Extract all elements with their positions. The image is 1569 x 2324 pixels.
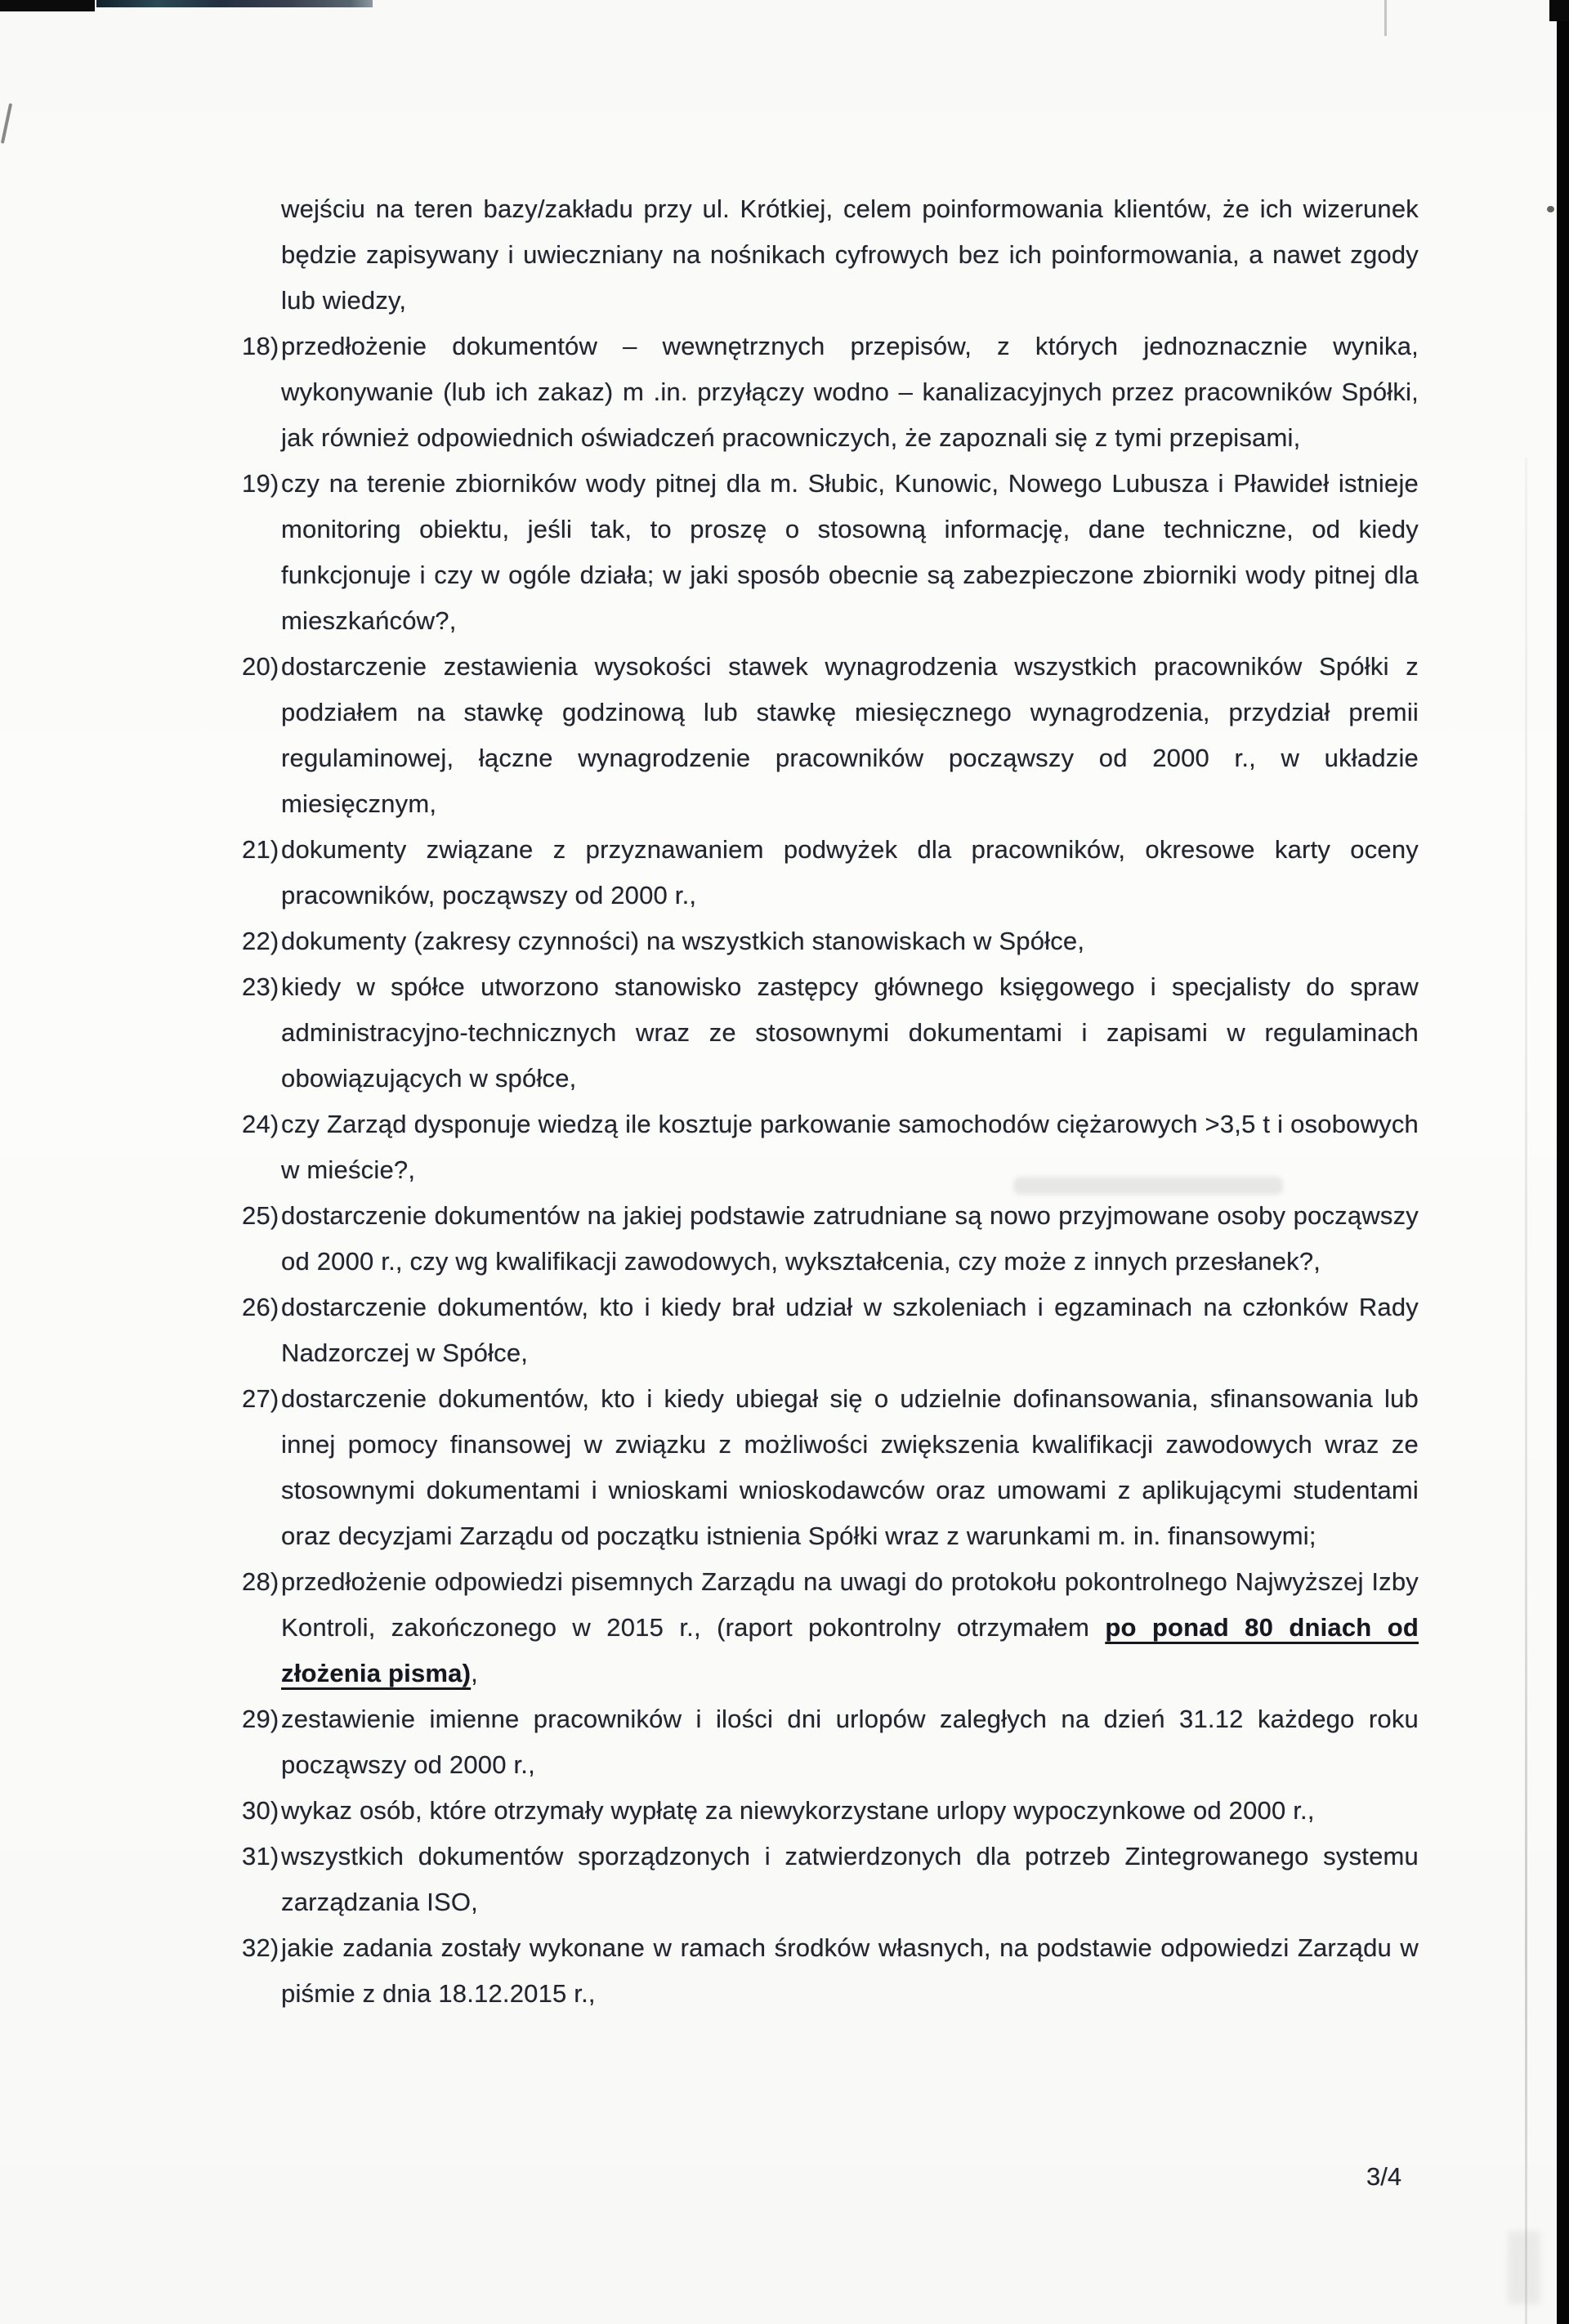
item-number: 23) [242, 972, 279, 1001]
scan-artifact-smudge-bottom [1508, 2231, 1540, 2304]
item-text [281, 1559, 1419, 1696]
list-item [242, 1376, 1419, 1559]
item-number: 31) [242, 1842, 279, 1870]
item-text [281, 1102, 1419, 1193]
item-text-main: przedłożenie dokumentów – wewnętrznych przepisów, z których jednoznacznie wynika, wykonywanie (lub ich zakaz) m .in. przyłączy wodno – kanalizacyjnych przez pracowników Spółki, jak również odpowiednich oświadczeń pracowniczych, że zapoznali się z tymi przepisami, [281, 332, 1419, 452]
item-text-main: zestawienie imienne pracowników i ilości dni urlopów zaległych na dzień 31.12 każdego roku począwszy od 2000 r., [281, 1705, 1419, 1779]
item-text-main: kiedy w spółce utworzono stanowisko zastępcy głównego księgowego i specjalisty do spraw administracyjno-technicznych wraz ze stosownymi dokumentami i zapisami w regulaminach obowiązujących w spółce, [281, 972, 1419, 1093]
item-text-suffix: , [471, 1659, 478, 1687]
item-text-main: wszystkich dokumentów sporządzonych i zatwierdzonych dla potrzeb Zintegrowanego systemu zarządzania ISO, [281, 1842, 1419, 1916]
item-number: 21) [242, 835, 279, 864]
list-item [242, 1834, 1419, 1925]
item-number: 22) [242, 927, 279, 955]
item-text [281, 324, 1419, 461]
list-item [242, 461, 1419, 644]
item-text-main: dostarczenie dokumentów na jakiej podstawie zatrudniane są nowo przyjmowane osoby począwszy od 2000 r., czy wg kwalifikacji zawodowych, wykształcenia, czy może z innych przesłanek?, [281, 1201, 1419, 1276]
item-number: 28) [242, 1567, 279, 1596]
item-text [281, 964, 1419, 1102]
list-item [242, 1559, 1419, 1696]
item-number: 30) [242, 1796, 279, 1825]
item-text-main: dokumenty (zakresy czynności) na wszystkich stanowiskach w Spółce, [281, 927, 1085, 955]
item-number: 19) [242, 469, 279, 498]
list-item [242, 1285, 1419, 1376]
scan-artifact-top-black-bar [0, 0, 95, 11]
scan-artifact-fold-line [1525, 458, 1527, 2324]
item-number: 24) [242, 1110, 279, 1138]
scan-artifact-right-edge-line [1557, 0, 1569, 2324]
item-text-highlight: po ponad 80 dniach od złożenia pisma) [281, 1613, 1419, 1687]
scan-artifact-top-tick [1384, 0, 1387, 36]
item-text [281, 1834, 1419, 1925]
item-number: 29) [242, 1705, 279, 1733]
item-text [281, 1285, 1419, 1376]
item-number: 27) [242, 1384, 279, 1413]
scan-artifact-right-corner-blob [1549, 0, 1569, 21]
item-text-main: wykaz osób, które otrzymały wypłatę za niewykorzystane urlopy wypoczynkowe od 2000 r., [281, 1796, 1315, 1825]
intro-paragraph: wejściu na teren bazy/zakładu przy ul. Krótkiej, celem poinformowania klientów, że ich wizerunek będzie zapisywany i uwieczniany na nośnikach cyfrowych bez ich poinformowania, a nawet zgody lub wiedzy, [281, 194, 1419, 315]
item-text [281, 644, 1419, 827]
scan-artifact-top-navy-bar [96, 0, 373, 7]
list-item [242, 918, 1419, 964]
page-number: 3/4 [1366, 2162, 1402, 2191]
item-number: 26) [242, 1293, 279, 1321]
document-page [242, 186, 1419, 2017]
item-text [281, 827, 1419, 918]
item-text-main: czy Zarząd dysponuje wiedzą ile kosztuje parkowanie samochodów ciężarowych >3,5 t i osobowych w mieście?, [281, 1110, 1419, 1184]
item-text [281, 1925, 1419, 2017]
item-number: 20) [242, 652, 279, 681]
list-item [242, 827, 1419, 918]
item-text-main: dostarczenie zestawienia wysokości stawek wynagrodzenia wszystkich pracowników Spółki z podziałem na stawkę godzinową lub stawkę miesięcznego wynagrodzenia, przydział premii regulaminowej, łączne wynagrodzenie pracowników począwszy od 2000 r., w układzie miesięcznym, [281, 652, 1419, 818]
list-item [242, 324, 1419, 461]
item-text-main: czy na terenie zbiorników wody pitnej dla m. Słubic, Kunowic, Nowego Lubusza i Pławideł istnieje monitoring obiektu, jeśli tak, to proszę o stosowną informację, dane techniczne, od kiedy funkcjonuje i czy w ogóle działa; w jaki sposób obecnie są zabezpieczone zbiorniki wody pitnej dla mieszkańców?, [281, 469, 1419, 635]
item-text-main: jakie zadania zostały wykonane w ramach środków własnych, na podstawie odpowiedzi Zarządu w piśmie z dnia 18.12.2015 r., [281, 1933, 1419, 2008]
scan-artifact-left-pen-mark [1, 103, 12, 144]
scan-artifact-dot [1547, 206, 1554, 212]
item-text-main: dostarczenie dokumentów, kto i kiedy ubiegał się o udzielnie dofinansowania, sfinansowania lub innej pomocy finansowej w związku z możliwości zwiększenia kwalifikacji zawodowych wraz ze stosownymi dokumentami i wnioskami wnioskodawców oraz umowami z aplikującymi studentami oraz decyzjami Zarządu od początku istnienia Spółki wraz z warunkami m. in. finansowymi; [281, 1384, 1419, 1550]
item-text [281, 1788, 1419, 1834]
item-text-main: dokumenty związane z przyznawaniem podwyżek dla pracowników, okresowe karty oceny pracowników, począwszy od 2000 r., [281, 835, 1419, 909]
item-number: 25) [242, 1201, 279, 1230]
item-text-main: dostarczenie dokumentów, kto i kiedy brał udział w szkoleniach i egzaminach na członków Rady Nadzorczej w Spółce, [281, 1293, 1419, 1367]
item-number: 32) [242, 1933, 279, 1962]
item-text-main: przedłożenie odpowiedzi pisemnych Zarządu na uwagi do protokołu pokontrolnego Najwyższej Izby Kontroli, zakończonego w 2015 r., (raport pokontrolny otrzymałem [281, 1567, 1419, 1642]
list-item [242, 964, 1419, 1102]
item-text [281, 461, 1419, 644]
list-item [242, 1788, 1419, 1834]
list-item [242, 644, 1419, 827]
list-item [242, 1925, 1419, 2017]
list-item [242, 1696, 1419, 1788]
list-item [242, 1102, 1419, 1193]
item-text [281, 918, 1419, 964]
item-text [281, 1193, 1419, 1285]
item-text [281, 1696, 1419, 1788]
list-item [242, 1193, 1419, 1285]
item-number: 18) [242, 332, 279, 360]
item-text [281, 1376, 1419, 1559]
request-list [242, 324, 1419, 2017]
